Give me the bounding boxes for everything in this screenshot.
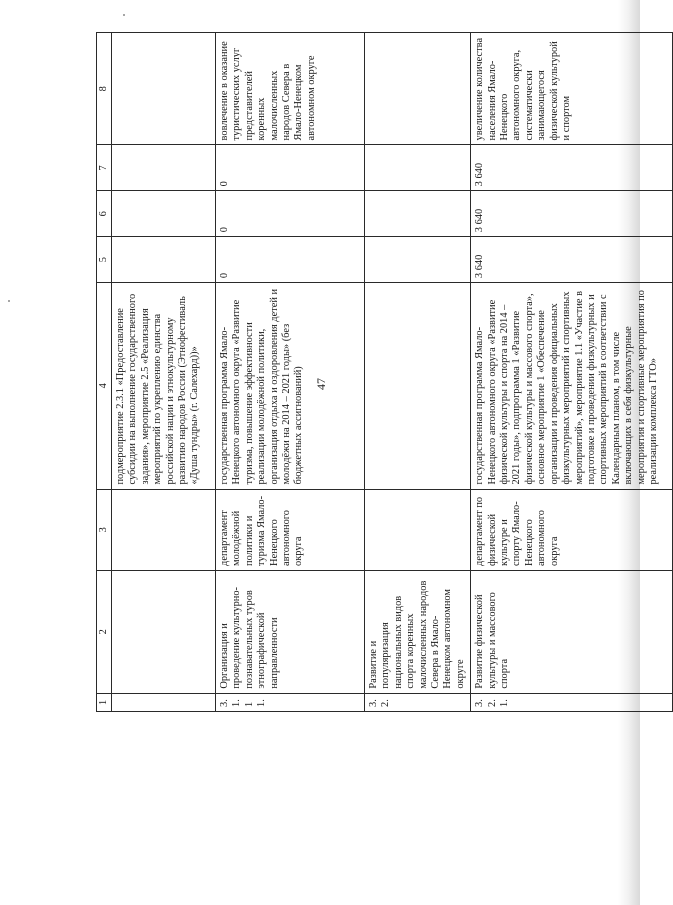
amount-cell: 3 640	[471, 191, 673, 237]
event-name-cell	[112, 570, 216, 693]
row-number-cell: 3.1.11.	[216, 693, 365, 711]
column-number: 3	[97, 489, 112, 570]
table-row	[112, 33, 216, 712]
table-row	[471, 33, 673, 712]
expected-result-cell	[112, 33, 216, 145]
row-number-cell: 3.2.1.	[471, 693, 673, 711]
amount-cell	[112, 191, 216, 237]
program-activities-table	[96, 32, 673, 712]
amount-cell	[112, 237, 216, 283]
event-name-cell: Организация и проведение культурно-познавательных туров этнографической направленности	[216, 570, 365, 693]
column-number: 1	[97, 693, 112, 711]
column-number: 4	[97, 283, 112, 489]
funding-source-cell: государственная программа Ямало-Ненецкого автономного округа «Развитие физической культуры и спорта на 2014 – 2021 годы», подпрограмма 1 «Развитие физической культуры и массового спорта», основное мероприятие 1 «Обеспечение организации и проведения официальных физкультурных мероприятий и спортивных мероприятий», мероприятие 1.1 «Участие в подготовке и проведении физкультурных и спортивных мероприятий в соответствии с Календарным планом, в том числе включающих в себя физкультурные мероприятия и спортивные мероприятия по реализации комплекса ГТО»	[471, 283, 673, 489]
column-number: 2	[97, 570, 112, 693]
executor-cell	[112, 489, 216, 570]
row-number-cell	[112, 693, 216, 711]
table-row	[216, 33, 365, 712]
column-number: 5	[97, 237, 112, 283]
amount-cell: 0	[216, 237, 365, 283]
amount-cell: 3 640	[471, 145, 673, 191]
column-number: 8	[97, 33, 112, 145]
event-name-cell: Развитие физической культуры и массового спорта	[471, 570, 673, 693]
amount-cell	[112, 145, 216, 191]
table-row	[365, 33, 471, 712]
funding-source-cell: подмероприятие 2.3.1 «Предоставление субсидии на выполнение государственного задания», мероприятие 2.5 «Реализация мероприятий по укреплению единства российской нации и этнокультурному развитию народов России (Этнофестиваль «Душа тундры» (г. Салехард))»	[112, 283, 216, 489]
amount-cell	[365, 237, 471, 283]
amount-cell	[365, 191, 471, 237]
funding-source-cell: государственная программа Ямало-Ненецкого автономного округа «Развитие туризма, повышение эффективности реализации молодёжной политики, организация отдыха и оздоровления детей и молодёжи на 2014 – 2021 годы» (без бюджетных ассигнований)	[216, 283, 365, 489]
amount-cell: 0	[216, 191, 365, 237]
column-number-header-row	[97, 33, 112, 712]
amount-cell	[365, 145, 471, 191]
executor-cell	[365, 489, 471, 570]
row-number-cell: 3.2.	[365, 693, 471, 711]
column-number: 6	[97, 191, 112, 237]
executor-cell: департамент по физической культуре и спорту Ямало-Ненецкого автономного округа	[471, 489, 673, 570]
scan-speck	[123, 14, 125, 16]
event-name-cell: Развитие и популяризация национальных видов спорта коренных малочисленных народов Севера в Ямало-Ненецком автономном округе	[365, 570, 471, 693]
rotated-table-container	[96, 32, 659, 712]
executor-cell: департамент молодёжной политики и туризма Ямало-Ненецкого автономного округа	[216, 489, 365, 570]
expected-result-cell: вовлечение в оказание туристических услуг представителей коренных малочисленных народов Севера в Ямало-Ненецком автономном округе	[216, 33, 365, 145]
page-number: 47	[314, 378, 328, 390]
column-number: 7	[97, 145, 112, 191]
amount-cell: 0	[216, 145, 365, 191]
funding-source-cell	[365, 283, 471, 489]
expected-result-cell	[365, 33, 471, 145]
amount-cell: 3 640	[471, 237, 673, 283]
scan-speck	[8, 300, 10, 302]
expected-result-cell: увеличение количества населения Ямало-Ненецкого автономного округа, систематически занимающегося физической культурой и спортом	[471, 33, 673, 145]
